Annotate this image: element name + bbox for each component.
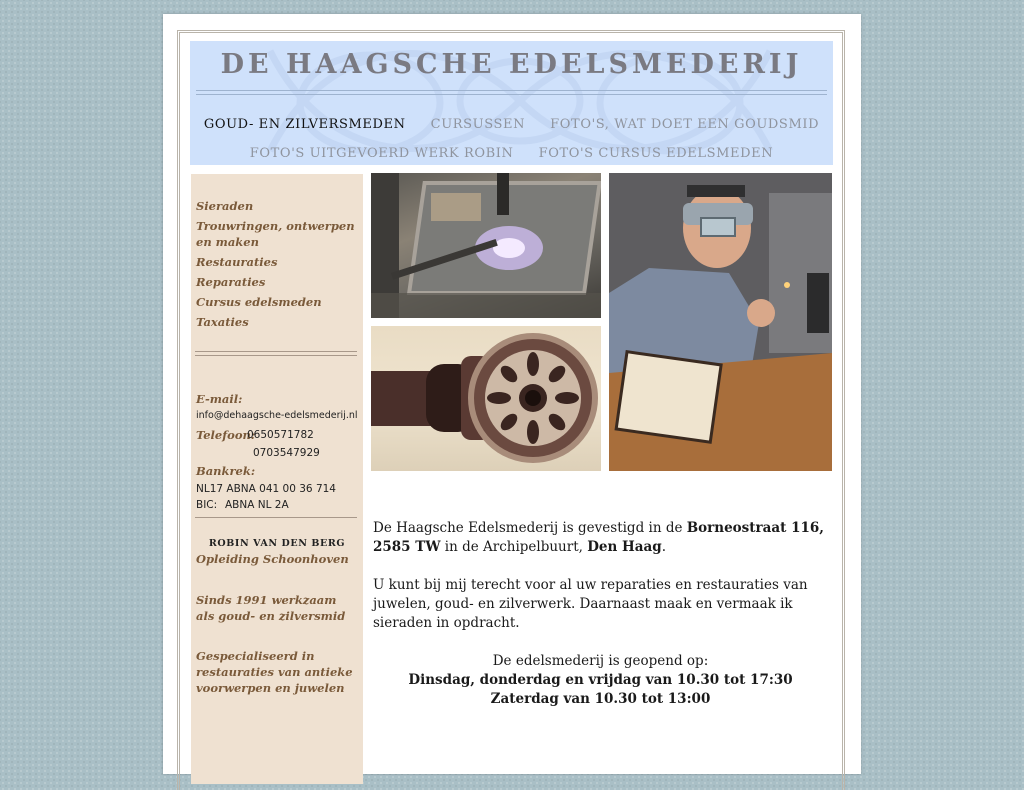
bic-label: BIC: [196,499,218,511]
main-content [373,519,828,709]
iban-value: NL17 ABNA 041 00 36 714 [196,483,336,495]
email-link[interactable]: info@dehaagsche-edelsmederij.nl [196,410,358,421]
sidebar-link-cursus[interactable]: Cursus edelsmeden [196,295,322,309]
about-gespecialiseerd: Gespecialiseerd in restauraties van antieke voorwerpen en juwelen [196,649,353,695]
page-container [163,14,861,774]
sidebar-link-restauraties[interactable]: Restauraties [196,255,278,269]
city: Den Haag [587,539,662,555]
site-title: DE HAAGSCHE EDELSMEDERIJ [220,49,803,80]
phone-number-1: 0650571782 [247,429,314,441]
intro-text-e: . [661,539,667,555]
hours-saturday: Zaterdag van 10.30 tot 13:00 [490,691,711,707]
about-opleiding: Opleiding Schoonhoven [196,552,349,566]
sidebar-link-reparaties[interactable]: Reparaties [196,275,266,289]
sidebar-link-taxaties[interactable]: Taxaties [196,315,249,329]
sidebar-divider [195,351,357,356]
email-label: E-mail: [196,392,243,406]
address: Borneostraat 116, 2585 TW [373,520,824,555]
sidebar-link-sieraden[interactable]: Sieraden [196,199,254,213]
intro-paragraph [373,519,828,557]
main-nav-row-2 [190,142,833,161]
intro-text-c: in de Archipelbuurt, [440,539,588,555]
phone-number-2: 0703547929 [253,447,320,459]
sidebar [191,174,363,784]
nav-goud-en-zilversmeden[interactable]: GOUD- EN ZILVERSMEDEN [203,117,406,132]
sidebar-divider-2 [195,517,357,518]
photo-silver-rosette [371,326,601,471]
photo-torch-soldering [371,173,601,318]
photo-goldsmith-working [609,173,832,471]
site-header [190,41,833,165]
phone-label: Telefoon: [196,428,256,442]
goldsmith-illustration-icon [609,173,832,471]
hours-intro: De edelsmederij is geopend op: [492,653,709,669]
opening-hours [373,652,828,709]
bank-label: Bankrek: [196,464,256,478]
hours-weekdays: Dinsdag, donderdag en vrijdag van 10.30 tot 17:30 [408,672,793,688]
title-divider [196,90,827,95]
nav-fotos-goudsmid[interactable]: FOTO'S, WAT DOET EEN GOUDSMID [550,117,820,132]
nav-cursussen[interactable]: CURSUSSEN [430,117,526,132]
services-paragraph: U kunt bij mij terecht voor al uw reparaties en restauraties van juwelen, goud- en zilverwerk. Daarnaast maak en vermaak ik sieraden in opdracht. [373,577,808,631]
about-sinds: Sinds 1991 werkzaam als goud- en zilversmid [196,593,346,623]
owner-name: ROBIN VAN DEN BERG [208,538,346,549]
bic-value: ABNA NL 2A [225,499,289,511]
main-nav-row-1 [190,113,833,132]
torch-illustration-icon [371,173,601,318]
sidebar-link-trouwringen[interactable]: Trouwringen, ontwerpen en maken [196,219,355,249]
nav-fotos-cursus[interactable]: FOTO'S CURSUS EDELSMEDEN [538,146,774,161]
nav-fotos-werk-robin[interactable]: FOTO'S UITGEVOERD WERK ROBIN [249,146,514,161]
intro-text-a: De Haagsche Edelsmederij is gevestigd in de [373,520,687,536]
rosette-illustration-icon [371,326,601,471]
